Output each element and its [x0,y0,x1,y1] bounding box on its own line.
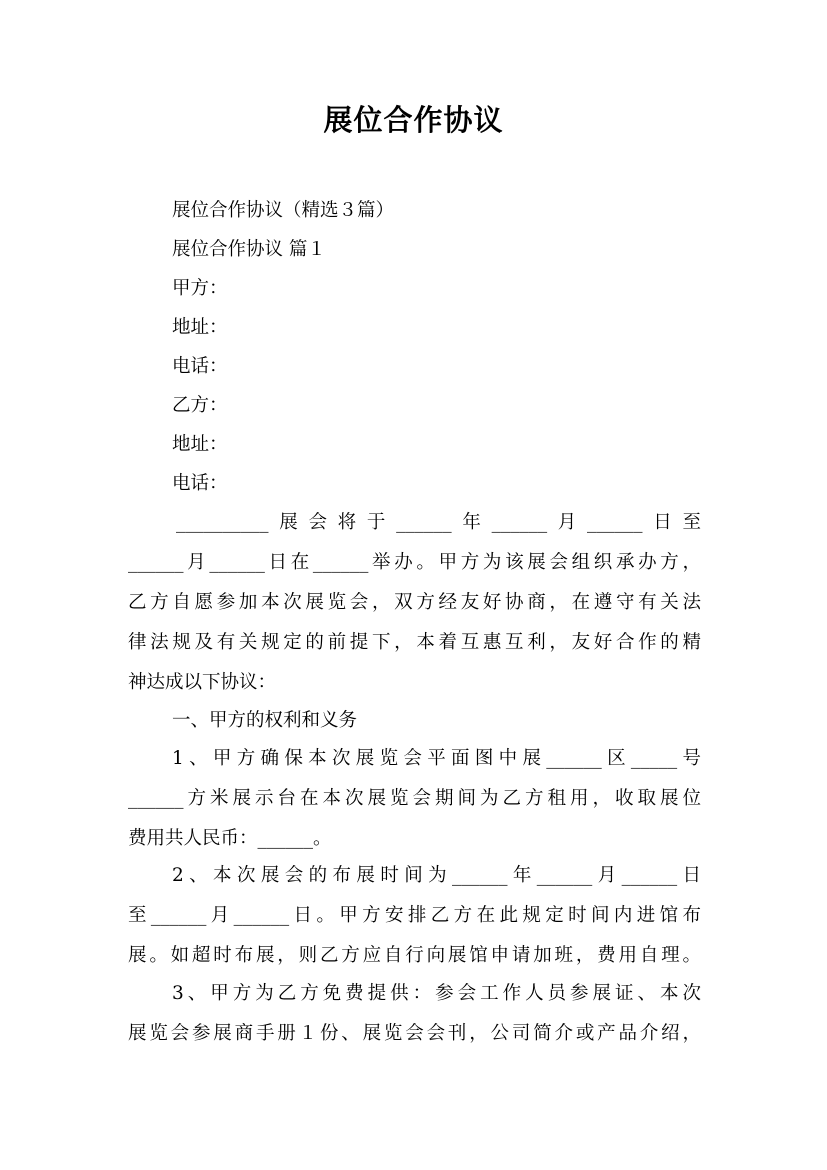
intro-line-2: ______月______日在______举办。甲方为该展会组织承办方， [128,552,701,573]
item-2-line-3: 展。如超时布展，则乙方应自行向展馆申请加班，费用自理。 [128,945,701,966]
item-2-line-1: 2、本次展会的布展时间为______年______月______日 [172,865,701,886]
party-a-address-label: 地址： [172,317,228,338]
section-heading: 展位合作协议 篇１ [172,239,326,260]
document-title: 展位合作协议 [323,103,504,137]
item-2-line-2: 至______月______日。甲方安排乙方在此规定时间内进馆布 [128,905,701,926]
party-b-address-label: 地址： [172,434,228,455]
subtitle: 展位合作协议（精选３篇） [172,200,395,221]
item-3-line-1: 3、甲方为乙方免费提供：参会工作人员参展证、本次 [172,983,701,1004]
intro-line-4: 律法规及有关规定的前提下，本着互惠互利，友好合作的精 [128,632,701,653]
party-a-label: 甲方： [172,278,228,299]
intro-line-5: 神达成以下协议： [128,672,277,693]
intro-line-3: 乙方自愿参加本次展览会，双方经友好协商，在遵守有关法 [128,592,701,613]
party-b-phone-label: 电话： [172,473,228,494]
heading-rights-obligations: 一、甲方的权利和义务 [172,710,358,731]
party-a-phone-label: 电话： [172,356,228,377]
item-1-line-2: ______方米展示台在本次展览会期间为乙方租用，收取展位 [128,788,701,809]
item-1-line-1: 1、甲方确保本次展览会平面图中展______区_____号 [172,748,701,769]
party-b-label: 乙方： [172,395,228,416]
item-3-line-2: 展览会参展商手册１份、展览会会刊，公司简介或产品介绍， [128,1023,701,1044]
intro-line-1: __________展会将于______年______月______日至 [176,512,701,533]
item-1-line-3: 费用共人民币：______。 [128,828,332,849]
